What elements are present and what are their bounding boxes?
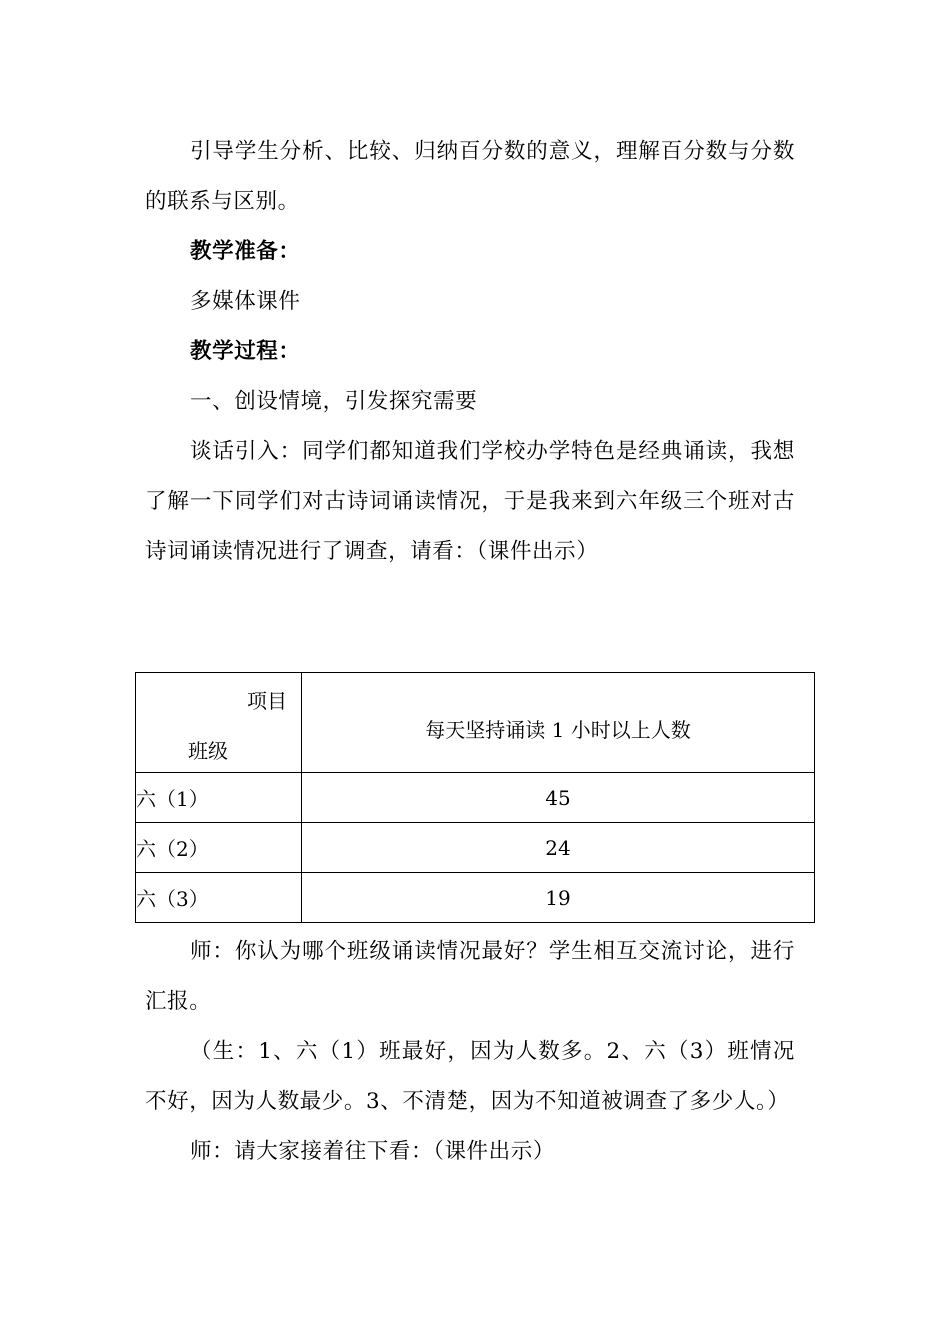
lower-text-block (145, 927, 795, 1177)
row-class-label: 六（3） (136, 873, 302, 923)
table-header-row (136, 673, 815, 773)
preparation-text: 多媒体课件 (190, 289, 301, 314)
intro-paragraph: 谈话引入：同学们都知道我们学校办学特色是经典诵读，我想了解一下同学们对古诗词诵读情况，于是我来到六年级三个班对古诗词诵读情况进行了调查，请看：（课件出示） (145, 439, 795, 564)
row-value: 45 (302, 773, 815, 823)
row-value: 19 (302, 873, 815, 923)
diagonal-header-cell (136, 673, 302, 773)
table-row (136, 773, 815, 823)
upper-text-block (145, 127, 795, 577)
section-heading-1: 一、创设情境，引发探究需要 (190, 389, 478, 414)
table-row (136, 873, 815, 923)
process-heading: 教学过程： (190, 339, 301, 364)
teacher-next: 师：请大家接着往下看：（课件出示） (190, 1139, 555, 1164)
row-class-label: 六（1） (136, 773, 302, 823)
row-value: 24 (302, 823, 815, 873)
header-measure-label: 每天坚持诵读 1 小时以上人数 (425, 718, 691, 742)
header-item-label: 项目 (247, 689, 287, 713)
preparation-heading: 教学准备： (190, 239, 301, 264)
header-class-label: 班级 (188, 739, 228, 763)
table-row (136, 823, 815, 873)
row-class-label: 六（2） (136, 823, 302, 873)
student-answers: （生：1、六（1）班最好，因为人数多。2、六（3）班情况不好，因为人数最少。3、不清楚，因为不知道被调查了多少人。） (145, 1039, 795, 1114)
header-measure-cell (302, 673, 815, 773)
objective-paragraph: 引导学生分析、比较、归纳百分数的意义，理解百分数与分数的联系与区别。 (145, 139, 795, 214)
survey-table (135, 672, 815, 923)
teacher-question: 师：你认为哪个班级诵读情况最好？学生相互交流讨论，进行汇报。 (145, 939, 795, 1014)
